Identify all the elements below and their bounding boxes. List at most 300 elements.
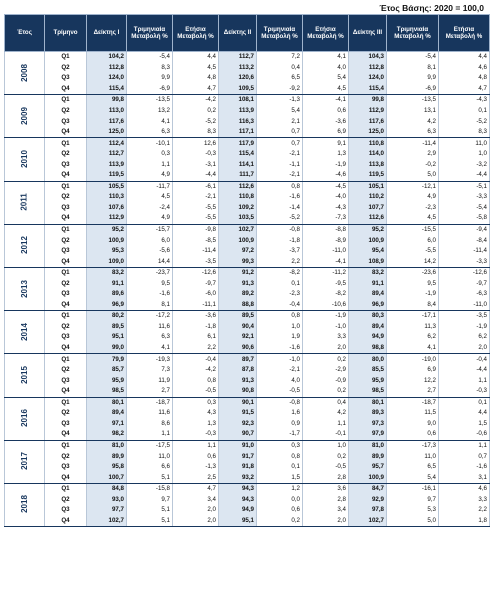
value-cell: 79,9 bbox=[87, 354, 127, 365]
year-cell bbox=[5, 181, 45, 224]
value-cell: -4,4 bbox=[173, 170, 219, 181]
value-cell: -9,7 bbox=[173, 278, 219, 289]
value-cell: 116,3 bbox=[219, 116, 257, 127]
value-cell: -0,8 bbox=[257, 224, 303, 235]
value-cell: 4,9 bbox=[127, 170, 173, 181]
value-cell: -19,3 bbox=[127, 354, 173, 365]
table-row bbox=[5, 343, 490, 354]
value-cell: 91,3 bbox=[219, 278, 257, 289]
value-cell: -1,9 bbox=[387, 289, 439, 300]
value-cell: 0,0 bbox=[257, 494, 303, 505]
value-cell: -12,1 bbox=[387, 181, 439, 192]
value-cell: 0,7 bbox=[439, 451, 490, 462]
value-cell: 0,1 bbox=[257, 462, 303, 473]
value-cell: 91,7 bbox=[219, 451, 257, 462]
year-cell bbox=[5, 311, 45, 354]
value-cell: -5,1 bbox=[439, 181, 490, 192]
table-row bbox=[5, 170, 490, 181]
value-cell: 97,8 bbox=[349, 505, 387, 516]
value-cell: 11,5 bbox=[387, 408, 439, 419]
value-cell: 83,2 bbox=[349, 267, 387, 278]
table-row bbox=[5, 63, 490, 74]
value-cell: -16,1 bbox=[387, 483, 439, 494]
value-cell: 0,2 bbox=[303, 451, 349, 462]
value-cell: 115,4 bbox=[219, 149, 257, 160]
base-year-label: Έτος Βάσης: 2020 = 100,0 bbox=[379, 3, 484, 13]
value-cell: -17,3 bbox=[387, 440, 439, 451]
value-cell: 4,9 bbox=[387, 192, 439, 203]
value-cell: -5,6 bbox=[127, 246, 173, 257]
value-cell: 109,0 bbox=[87, 256, 127, 267]
value-cell: -8,5 bbox=[173, 235, 219, 246]
value-cell: 2,8 bbox=[303, 494, 349, 505]
quarter-cell: Q3 bbox=[45, 203, 87, 214]
value-cell: 5,1 bbox=[127, 472, 173, 483]
value-cell: 0,2 bbox=[303, 354, 349, 365]
value-cell: -1,1 bbox=[257, 159, 303, 170]
value-cell: 5,0 bbox=[387, 516, 439, 527]
value-cell: -17,5 bbox=[127, 440, 173, 451]
value-cell: 12,2 bbox=[387, 375, 439, 386]
value-cell: 98,8 bbox=[349, 343, 387, 354]
value-cell: 0,4 bbox=[257, 63, 303, 74]
quarter-cell: Q4 bbox=[45, 300, 87, 311]
index-table bbox=[4, 14, 490, 527]
value-cell: 4,2 bbox=[303, 408, 349, 419]
value-cell: 0,8 bbox=[173, 375, 219, 386]
quarter-cell: Q4 bbox=[45, 386, 87, 397]
value-cell: 6,9 bbox=[387, 365, 439, 376]
value-cell: -3,1 bbox=[173, 159, 219, 170]
value-cell: -0,3 bbox=[173, 429, 219, 440]
table-row bbox=[5, 483, 490, 494]
value-cell: 1,1 bbox=[439, 440, 490, 451]
value-cell: 9,9 bbox=[387, 73, 439, 84]
value-cell: 98,2 bbox=[87, 429, 127, 440]
year-label: 2011 bbox=[19, 193, 29, 211]
value-cell: -2,3 bbox=[257, 289, 303, 300]
quarter-cell: Q1 bbox=[45, 397, 87, 408]
value-cell: 80,0 bbox=[349, 354, 387, 365]
value-cell: 0,1 bbox=[439, 397, 490, 408]
table-row bbox=[5, 267, 490, 278]
value-cell: 0,1 bbox=[439, 106, 490, 117]
value-cell: 4,6 bbox=[439, 63, 490, 74]
value-cell: -3,5 bbox=[173, 256, 219, 267]
value-cell: -4,2 bbox=[173, 365, 219, 376]
value-cell: 4,7 bbox=[173, 483, 219, 494]
value-cell: 89,5 bbox=[87, 322, 127, 333]
value-cell: 91,8 bbox=[219, 462, 257, 473]
value-cell: 90,8 bbox=[219, 386, 257, 397]
value-cell: 110,2 bbox=[349, 192, 387, 203]
table-row bbox=[5, 419, 490, 430]
value-cell: -0,5 bbox=[173, 386, 219, 397]
value-cell: 1,2 bbox=[257, 483, 303, 494]
quarter-cell: Q1 bbox=[45, 440, 87, 451]
quarter-cell: Q2 bbox=[45, 408, 87, 419]
value-cell: 1,3 bbox=[173, 419, 219, 430]
value-cell: 97,1 bbox=[87, 419, 127, 430]
value-cell: 80,3 bbox=[349, 311, 387, 322]
value-cell: 111,7 bbox=[219, 170, 257, 181]
value-cell: 9,9 bbox=[127, 73, 173, 84]
value-cell: 117,9 bbox=[219, 138, 257, 149]
value-cell: 5,4 bbox=[387, 472, 439, 483]
value-cell: 4,4 bbox=[439, 408, 490, 419]
value-cell: 0,3 bbox=[173, 397, 219, 408]
quarter-cell: Q3 bbox=[45, 419, 87, 430]
table-row bbox=[5, 127, 490, 138]
quarter-cell: Q2 bbox=[45, 63, 87, 74]
value-cell: 96,9 bbox=[349, 300, 387, 311]
value-cell: -1,9 bbox=[303, 311, 349, 322]
value-cell: 1,6 bbox=[257, 408, 303, 419]
value-cell: 2,7 bbox=[127, 386, 173, 397]
value-cell: -1,6 bbox=[439, 462, 490, 473]
value-cell: -9,2 bbox=[257, 84, 303, 95]
value-cell: 110,8 bbox=[219, 192, 257, 203]
value-cell: 8,1 bbox=[387, 63, 439, 74]
quarter-cell: Q2 bbox=[45, 106, 87, 117]
value-cell: -0,3 bbox=[439, 386, 490, 397]
value-cell: 4,7 bbox=[173, 84, 219, 95]
value-cell: 6,2 bbox=[387, 332, 439, 343]
value-cell: 4,3 bbox=[173, 408, 219, 419]
value-cell: -1,3 bbox=[257, 95, 303, 106]
table-row bbox=[5, 397, 490, 408]
table-row bbox=[5, 516, 490, 527]
year-cell bbox=[5, 483, 45, 526]
value-cell: 113,2 bbox=[219, 63, 257, 74]
value-cell: 89,7 bbox=[219, 354, 257, 365]
value-cell: 0,4 bbox=[303, 397, 349, 408]
value-cell: -4,2 bbox=[173, 95, 219, 106]
value-cell: -9,7 bbox=[439, 278, 490, 289]
value-cell: -11,0 bbox=[439, 300, 490, 311]
value-cell: -8,2 bbox=[257, 267, 303, 278]
year-cell bbox=[5, 397, 45, 440]
value-cell: 0,1 bbox=[257, 278, 303, 289]
value-cell: -4,1 bbox=[303, 256, 349, 267]
value-cell: 100,7 bbox=[87, 472, 127, 483]
year-label: 2013 bbox=[19, 279, 29, 298]
value-cell: -2,3 bbox=[387, 203, 439, 214]
table-body bbox=[5, 52, 490, 527]
value-cell: -5,5 bbox=[173, 203, 219, 214]
value-cell: 0,7 bbox=[257, 127, 303, 138]
value-cell: 95,2 bbox=[349, 224, 387, 235]
value-cell: -7,3 bbox=[303, 213, 349, 224]
value-cell: 84,8 bbox=[87, 483, 127, 494]
value-cell: 1,1 bbox=[173, 440, 219, 451]
year-cell bbox=[5, 224, 45, 267]
value-cell: -3,5 bbox=[439, 311, 490, 322]
value-cell: 4,0 bbox=[257, 375, 303, 386]
value-cell: 105,1 bbox=[349, 181, 387, 192]
value-cell: 0,8 bbox=[257, 451, 303, 462]
value-cell: 80,1 bbox=[87, 397, 127, 408]
value-cell: 0,2 bbox=[303, 386, 349, 397]
value-cell: 0,6 bbox=[257, 505, 303, 516]
quarter-cell: Q4 bbox=[45, 343, 87, 354]
value-cell: -1,0 bbox=[303, 322, 349, 333]
value-cell: 7,2 bbox=[257, 52, 303, 63]
column-header: Δείκτης III bbox=[349, 15, 387, 52]
value-cell: 2,8 bbox=[303, 472, 349, 483]
year-label: 2010 bbox=[19, 150, 29, 168]
value-cell: 95,8 bbox=[87, 462, 127, 473]
value-cell: -5,8 bbox=[439, 213, 490, 224]
value-cell: -0,5 bbox=[257, 386, 303, 397]
value-cell: 124,0 bbox=[349, 73, 387, 84]
value-cell: 95,1 bbox=[219, 516, 257, 527]
value-cell: 4,4 bbox=[173, 52, 219, 63]
value-cell: 0,3 bbox=[257, 440, 303, 451]
quarter-cell: Q1 bbox=[45, 138, 87, 149]
value-cell: -5,4 bbox=[439, 203, 490, 214]
value-cell: 9,1 bbox=[303, 138, 349, 149]
quarter-cell: Q1 bbox=[45, 267, 87, 278]
quarter-cell: Q2 bbox=[45, 494, 87, 505]
value-cell: 88,8 bbox=[219, 300, 257, 311]
value-cell: 6,3 bbox=[127, 127, 173, 138]
column-header: Ετήσια Μεταβολή % bbox=[303, 15, 349, 52]
value-cell: 1,5 bbox=[257, 472, 303, 483]
value-cell: 105,5 bbox=[87, 181, 127, 192]
value-cell: 2,9 bbox=[387, 149, 439, 160]
value-cell: 112,6 bbox=[219, 181, 257, 192]
value-cell: 4,8 bbox=[439, 73, 490, 84]
value-cell: -6,9 bbox=[387, 84, 439, 95]
value-cell: 99,8 bbox=[87, 95, 127, 106]
value-cell: -1,6 bbox=[127, 289, 173, 300]
value-cell: 1,9 bbox=[257, 332, 303, 343]
value-cell: 0,8 bbox=[257, 181, 303, 192]
column-header: Τριμηνιαία Μεταβολή % bbox=[127, 15, 173, 52]
value-cell: 6,5 bbox=[387, 462, 439, 473]
value-cell: 4,7 bbox=[439, 84, 490, 95]
value-cell: 5,4 bbox=[303, 73, 349, 84]
value-cell: 112,9 bbox=[349, 106, 387, 117]
value-cell: 99,0 bbox=[87, 343, 127, 354]
value-cell: -1,4 bbox=[257, 203, 303, 214]
column-header: Τρίμηνο bbox=[45, 15, 87, 52]
value-cell: 90,4 bbox=[219, 322, 257, 333]
value-cell: 89,9 bbox=[87, 451, 127, 462]
value-cell: 2,0 bbox=[303, 343, 349, 354]
table-row bbox=[5, 354, 490, 365]
value-cell: 4,4 bbox=[439, 52, 490, 63]
value-cell: 94,3 bbox=[219, 494, 257, 505]
value-cell: 112,9 bbox=[87, 213, 127, 224]
table-row bbox=[5, 278, 490, 289]
value-cell: 1,0 bbox=[303, 440, 349, 451]
quarter-cell: Q4 bbox=[45, 127, 87, 138]
quarter-cell: Q3 bbox=[45, 116, 87, 127]
value-cell: 100,9 bbox=[219, 235, 257, 246]
table-row bbox=[5, 235, 490, 246]
value-cell: -6,1 bbox=[173, 181, 219, 192]
value-cell: 84,7 bbox=[349, 483, 387, 494]
quarter-cell: Q3 bbox=[45, 73, 87, 84]
value-cell: 109,5 bbox=[219, 84, 257, 95]
value-cell: 5,1 bbox=[127, 516, 173, 527]
table-row bbox=[5, 322, 490, 333]
value-cell: 6,2 bbox=[439, 332, 490, 343]
value-cell: -0,8 bbox=[257, 397, 303, 408]
value-cell: -18,7 bbox=[127, 397, 173, 408]
value-cell: -17,1 bbox=[387, 311, 439, 322]
value-cell: 6,5 bbox=[257, 73, 303, 84]
value-cell: 6,3 bbox=[127, 332, 173, 343]
value-cell: 4,6 bbox=[439, 483, 490, 494]
value-cell: 89,4 bbox=[349, 322, 387, 333]
value-cell: 0,3 bbox=[127, 149, 173, 160]
value-cell: 100,9 bbox=[87, 235, 127, 246]
value-cell: -6,0 bbox=[173, 289, 219, 300]
table-row bbox=[5, 386, 490, 397]
quarter-cell: Q2 bbox=[45, 365, 87, 376]
table-row bbox=[5, 149, 490, 160]
value-cell: 9,5 bbox=[127, 278, 173, 289]
column-header: Δείκτης I bbox=[87, 15, 127, 52]
quarter-cell: Q3 bbox=[45, 289, 87, 300]
value-cell: 11,0 bbox=[387, 451, 439, 462]
year-label: 2016 bbox=[19, 409, 29, 427]
quarter-cell: Q4 bbox=[45, 516, 87, 527]
value-cell: 92,1 bbox=[219, 332, 257, 343]
table-row bbox=[5, 192, 490, 203]
value-cell: 90,7 bbox=[219, 429, 257, 440]
value-cell: 81,0 bbox=[349, 440, 387, 451]
value-cell: 80,1 bbox=[349, 397, 387, 408]
value-cell: 113,9 bbox=[219, 106, 257, 117]
value-cell: 94,3 bbox=[219, 483, 257, 494]
value-cell: 6,0 bbox=[127, 235, 173, 246]
value-cell: 0,9 bbox=[257, 419, 303, 430]
value-cell: 124,0 bbox=[87, 73, 127, 84]
quarter-cell: Q1 bbox=[45, 95, 87, 106]
year-label: 2014 bbox=[19, 322, 29, 341]
value-cell: 6,3 bbox=[387, 127, 439, 138]
value-cell: 95,7 bbox=[349, 462, 387, 473]
quarter-cell: Q4 bbox=[45, 472, 87, 483]
value-cell: 1,1 bbox=[439, 375, 490, 386]
value-cell: 9,5 bbox=[387, 278, 439, 289]
value-cell: 89,3 bbox=[349, 408, 387, 419]
year-label: 2017 bbox=[19, 452, 29, 471]
value-cell: 115,4 bbox=[87, 84, 127, 95]
value-cell: -9,4 bbox=[439, 224, 490, 235]
value-cell: 6,1 bbox=[173, 332, 219, 343]
value-cell: -1,9 bbox=[439, 322, 490, 333]
value-cell: -2,4 bbox=[127, 203, 173, 214]
value-cell: 95,1 bbox=[87, 332, 127, 343]
value-cell: 1,5 bbox=[439, 419, 490, 430]
value-cell: 3,4 bbox=[173, 494, 219, 505]
value-cell: -13,5 bbox=[387, 95, 439, 106]
value-cell: -8,8 bbox=[303, 224, 349, 235]
table-row bbox=[5, 462, 490, 473]
value-cell: -11,7 bbox=[127, 181, 173, 192]
value-cell: -5,5 bbox=[387, 246, 439, 257]
value-cell: -11,4 bbox=[439, 246, 490, 257]
value-cell: 4,9 bbox=[127, 213, 173, 224]
value-cell: -10,6 bbox=[303, 300, 349, 311]
value-cell: 4,5 bbox=[127, 192, 173, 203]
value-cell: -2,1 bbox=[257, 170, 303, 181]
value-cell: 14,4 bbox=[127, 256, 173, 267]
value-cell: 83,2 bbox=[87, 267, 127, 278]
quarter-cell: Q4 bbox=[45, 429, 87, 440]
value-cell: 4,1 bbox=[303, 52, 349, 63]
value-cell: -2,1 bbox=[173, 192, 219, 203]
value-cell: 0,2 bbox=[257, 516, 303, 527]
value-cell: 4,5 bbox=[303, 84, 349, 95]
value-cell: 3,4 bbox=[303, 505, 349, 516]
value-cell: 112,7 bbox=[219, 52, 257, 63]
value-cell: -4,5 bbox=[303, 181, 349, 192]
quarter-cell: Q3 bbox=[45, 462, 87, 473]
table-row bbox=[5, 116, 490, 127]
value-cell: 113,9 bbox=[87, 159, 127, 170]
value-cell: 112,8 bbox=[349, 63, 387, 74]
value-cell: -23,7 bbox=[127, 267, 173, 278]
quarter-cell: Q2 bbox=[45, 278, 87, 289]
value-cell: -1,0 bbox=[257, 354, 303, 365]
value-cell: 0,6 bbox=[387, 429, 439, 440]
value-cell: -4,6 bbox=[303, 170, 349, 181]
value-cell: 89,6 bbox=[87, 289, 127, 300]
value-cell: 99,8 bbox=[349, 95, 387, 106]
value-cell: 4,1 bbox=[127, 116, 173, 127]
value-cell: -3,2 bbox=[439, 159, 490, 170]
table-row bbox=[5, 300, 490, 311]
value-cell: 98,5 bbox=[349, 386, 387, 397]
header-row bbox=[5, 15, 490, 52]
value-cell: -11,0 bbox=[303, 246, 349, 257]
value-cell: 102,7 bbox=[87, 516, 127, 527]
value-cell: 93,2 bbox=[219, 472, 257, 483]
value-cell: 11,0 bbox=[439, 138, 490, 149]
value-cell: 2,7 bbox=[387, 386, 439, 397]
quarter-cell: Q2 bbox=[45, 192, 87, 203]
value-cell: 110,8 bbox=[349, 138, 387, 149]
value-cell: 107,7 bbox=[349, 203, 387, 214]
table-row bbox=[5, 246, 490, 257]
value-cell: -0,4 bbox=[173, 354, 219, 365]
value-cell: 13,2 bbox=[127, 106, 173, 117]
value-cell: 11,0 bbox=[127, 451, 173, 462]
column-header: Δείκτης II bbox=[219, 15, 257, 52]
year-cell bbox=[5, 95, 45, 138]
value-cell: -6,3 bbox=[439, 289, 490, 300]
value-cell: 0,8 bbox=[257, 311, 303, 322]
value-cell: 94,9 bbox=[219, 505, 257, 516]
quarter-cell: Q1 bbox=[45, 224, 87, 235]
table-row bbox=[5, 289, 490, 300]
value-cell: -15,8 bbox=[127, 483, 173, 494]
value-cell: -0,1 bbox=[303, 429, 349, 440]
value-cell: -3,7 bbox=[257, 246, 303, 257]
table-row bbox=[5, 213, 490, 224]
table-row bbox=[5, 311, 490, 322]
value-cell: 125,0 bbox=[349, 127, 387, 138]
value-cell: 112,4 bbox=[87, 138, 127, 149]
quarter-cell: Q3 bbox=[45, 505, 87, 516]
value-cell: 1,1 bbox=[127, 429, 173, 440]
